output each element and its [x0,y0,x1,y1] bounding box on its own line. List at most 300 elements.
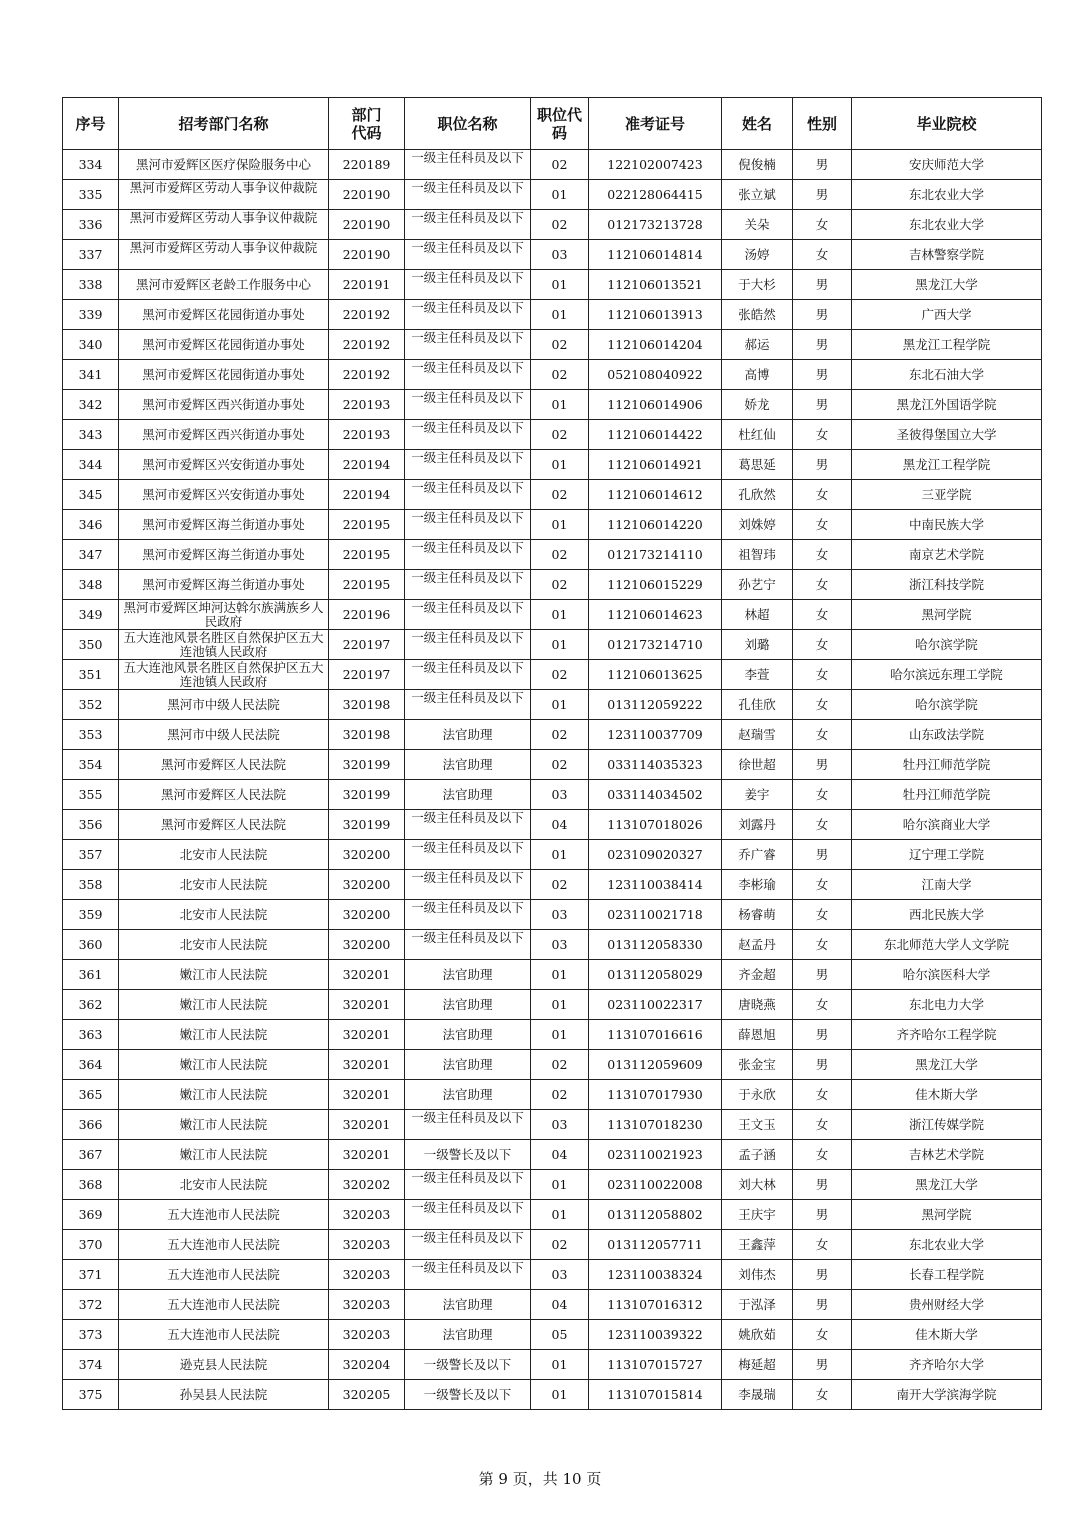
table-row [63,750,1042,780]
cell-department: 北安市人民法院 [119,870,329,900]
cell-name: 乔广睿 [722,840,793,870]
cell-position-code: 02 [531,540,589,570]
cell-gender: 女 [793,870,852,900]
cell-seq: 368 [63,1170,119,1200]
cell-school: 山东政法学院 [852,720,1042,750]
cell-seq: 349 [63,600,119,630]
table-row [63,780,1042,810]
table-row [63,210,1042,240]
cell-seq: 350 [63,630,119,660]
cell-seq: 373 [63,1320,119,1350]
cell-school: 佳木斯大学 [852,1080,1042,1110]
cell-seq: 338 [63,270,119,300]
cell-name: 祖智玮 [722,540,793,570]
cell-department: 嫩江市人民法院 [119,1140,329,1170]
cell-exam-id: 112106013521 [589,270,722,300]
cell-seq: 346 [63,510,119,540]
cell-name: 姜宇 [722,780,793,810]
cell-gender: 女 [793,540,852,570]
table-row [63,660,1042,690]
cell-seq: 344 [63,450,119,480]
cell-seq: 352 [63,690,119,720]
cell-gender: 男 [793,960,852,990]
cell-school: 黑龙江大学 [852,1170,1042,1200]
cell-gender: 女 [793,600,852,630]
roster-table [62,97,1042,1410]
cell-department: 黑河市爱辉区海兰街道办事处 [119,570,329,600]
cell-seq: 372 [63,1290,119,1320]
cell-position-code: 01 [531,390,589,420]
table-row [63,1200,1042,1230]
cell-gender: 女 [793,1230,852,1260]
cell-school: 江南大学 [852,870,1042,900]
cell-exam-id: 012173214110 [589,540,722,570]
cell-position: 法官助理 [405,750,531,780]
cell-position: 法官助理 [405,1290,531,1320]
table-row [63,600,1042,630]
cell-school: 黑龙江工程学院 [852,450,1042,480]
cell-name: 唐晓燕 [722,990,793,1020]
cell-gender: 男 [793,150,852,180]
cell-school: 哈尔滨商业大学 [852,810,1042,840]
cell-gender: 男 [793,1200,852,1230]
cell-position: 一级主任科员及以下 [405,420,531,450]
cell-name: 李彬瑜 [722,870,793,900]
cell-dept-code: 220193 [329,390,405,420]
cell-dept-code: 320199 [329,780,405,810]
cell-position: 一级主任科员及以下 [405,1260,531,1290]
cell-seq: 347 [63,540,119,570]
cell-position-code: 03 [531,780,589,810]
cell-dept-code: 320201 [329,960,405,990]
cell-name: 孟子涵 [722,1140,793,1170]
cell-name: 汤婷 [722,240,793,270]
cell-dept-code: 320200 [329,900,405,930]
table-row [63,930,1042,960]
table-row [63,330,1042,360]
cell-exam-id: 013112058802 [589,1200,722,1230]
table-row [63,510,1042,540]
cell-name: 梅延超 [722,1350,793,1380]
cell-dept-code: 220192 [329,300,405,330]
cell-seq: 360 [63,930,119,960]
cell-dept-code: 220190 [329,240,405,270]
cell-school: 浙江传媒学院 [852,1110,1042,1140]
cell-gender: 男 [793,840,852,870]
cell-gender: 女 [793,630,852,660]
cell-school: 黑河学院 [852,1200,1042,1230]
cell-position: 一级主任科员及以下 [405,360,531,390]
cell-seq: 366 [63,1110,119,1140]
cell-name: 张立斌 [722,180,793,210]
cell-position-code: 01 [531,960,589,990]
cell-gender: 女 [793,570,852,600]
cell-school: 黑龙江工程学院 [852,330,1042,360]
cell-name: 刘露丹 [722,810,793,840]
cell-department: 黑河市爱辉区人民法院 [119,810,329,840]
cell-department: 黑河市爱辉区花园街道办事处 [119,360,329,390]
cell-position-code: 02 [531,870,589,900]
cell-seq: 356 [63,810,119,840]
cell-seq: 375 [63,1380,119,1410]
cell-gender: 女 [793,420,852,450]
cell-department: 北安市人民法院 [119,900,329,930]
cell-exam-id: 122102007423 [589,150,722,180]
cell-school: 牡丹江师范学院 [852,750,1042,780]
cell-school: 浙江科技学院 [852,570,1042,600]
cell-name: 娇龙 [722,390,793,420]
cell-gender: 男 [793,300,852,330]
cell-position-code: 02 [531,210,589,240]
cell-seq: 370 [63,1230,119,1260]
cell-name: 于泓泽 [722,1290,793,1320]
table-row [63,630,1042,660]
cell-exam-id: 123110039322 [589,1320,722,1350]
cell-seq: 371 [63,1260,119,1290]
cell-gender: 男 [793,360,852,390]
cell-name: 薛恩旭 [722,1020,793,1050]
cell-exam-id: 023109020327 [589,840,722,870]
cell-seq: 369 [63,1200,119,1230]
cell-exam-id: 113107015727 [589,1350,722,1380]
cell-name: 赵孟丹 [722,930,793,960]
cell-position-code: 01 [531,180,589,210]
cell-department: 黑河市爱辉区海兰街道办事处 [119,510,329,540]
cell-exam-id: 112106014906 [589,390,722,420]
cell-school: 黑龙江外国语学院 [852,390,1042,420]
table-row [63,1170,1042,1200]
table-row [63,810,1042,840]
cell-gender: 男 [793,1290,852,1320]
cell-dept-code: 220189 [329,150,405,180]
cell-exam-id: 113107018026 [589,810,722,840]
cell-department: 黑河市爱辉区人民法院 [119,780,329,810]
cell-position-code: 02 [531,420,589,450]
cell-exam-id: 112106014814 [589,240,722,270]
cell-position-code: 01 [531,1020,589,1050]
cell-dept-code: 320204 [329,1350,405,1380]
cell-gender: 女 [793,1140,852,1170]
header-gender: 性别 [793,98,852,150]
cell-position: 一级主任科员及以下 [405,1110,531,1140]
table-row [63,1380,1042,1410]
cell-dept-code: 320198 [329,720,405,750]
cell-dept-code: 220192 [329,330,405,360]
table-row [63,1020,1042,1050]
cell-name: 杨睿萌 [722,900,793,930]
cell-position: 一级主任科员及以下 [405,660,531,690]
cell-department: 黑河市爱辉区西兴街道办事处 [119,420,329,450]
cell-seq: 342 [63,390,119,420]
cell-position: 法官助理 [405,960,531,990]
cell-school: 哈尔滨学院 [852,630,1042,660]
cell-school: 西北民族大学 [852,900,1042,930]
cell-school: 黑龙江大学 [852,270,1042,300]
cell-department: 黑河市爱辉区坤河达斡尔族满族乡人民政府 [119,600,329,630]
cell-exam-id: 112106013625 [589,660,722,690]
cell-dept-code: 220195 [329,570,405,600]
cell-seq: 335 [63,180,119,210]
cell-department: 嫩江市人民法院 [119,960,329,990]
cell-position-code: 02 [531,720,589,750]
cell-position-code: 01 [531,300,589,330]
cell-department: 黑河市爱辉区老龄工作服务中心 [119,270,329,300]
cell-position: 一级主任科员及以下 [405,1230,531,1260]
cell-dept-code: 320203 [329,1230,405,1260]
cell-position: 一级主任科员及以下 [405,210,531,240]
cell-gender: 女 [793,810,852,840]
cell-exam-id: 112106014422 [589,420,722,450]
cell-dept-code: 320201 [329,1020,405,1050]
cell-department: 嫩江市人民法院 [119,990,329,1020]
cell-position: 法官助理 [405,1020,531,1050]
cell-position-code: 04 [531,1140,589,1170]
cell-dept-code: 320201 [329,1050,405,1080]
cell-dept-code: 220197 [329,630,405,660]
cell-name: 于永欣 [722,1080,793,1110]
cell-position: 一级警长及以下 [405,1380,531,1410]
table-row [63,570,1042,600]
cell-name: 孙艺宁 [722,570,793,600]
cell-department: 黑河市爱辉区劳动人事争议仲裁院 [119,210,329,240]
cell-department: 五大连池风景名胜区自然保护区五大连池镇人民政府 [119,630,329,660]
cell-name: 王庆宇 [722,1200,793,1230]
cell-position-code: 01 [531,450,589,480]
cell-school: 东北石油大学 [852,360,1042,390]
cell-department: 黑河市爱辉区海兰街道办事处 [119,540,329,570]
cell-gender: 女 [793,1080,852,1110]
cell-name: 于大杉 [722,270,793,300]
cell-seq: 362 [63,990,119,1020]
cell-dept-code: 220195 [329,540,405,570]
cell-seq: 340 [63,330,119,360]
cell-position-code: 01 [531,1170,589,1200]
cell-name: 王鑫萍 [722,1230,793,1260]
table-row [63,870,1042,900]
cell-school: 东北师范大学人文学院 [852,930,1042,960]
table-header-row [63,98,1042,150]
cell-dept-code: 320201 [329,1140,405,1170]
cell-seq: 336 [63,210,119,240]
cell-department: 黑河市爱辉区劳动人事争议仲裁院 [119,180,329,210]
header-position: 职位名称 [405,98,531,150]
cell-exam-id: 013112059609 [589,1050,722,1080]
cell-seq: 357 [63,840,119,870]
cell-position: 一级主任科员及以下 [405,180,531,210]
cell-position: 一级主任科员及以下 [405,810,531,840]
cell-position-code: 01 [531,690,589,720]
cell-position-code: 02 [531,1050,589,1080]
cell-position-code: 02 [531,750,589,780]
cell-name: 孔欣然 [722,480,793,510]
cell-school: 佳木斯大学 [852,1320,1042,1350]
cell-position: 一级主任科员及以下 [405,840,531,870]
cell-position-code: 01 [531,630,589,660]
cell-gender: 男 [793,270,852,300]
cell-exam-id: 023110022317 [589,990,722,1020]
cell-seq: 339 [63,300,119,330]
cell-exam-id: 012173213728 [589,210,722,240]
cell-school: 东北农业大学 [852,210,1042,240]
table-row [63,840,1042,870]
cell-position-code: 01 [531,990,589,1020]
cell-exam-id: 023110021923 [589,1140,722,1170]
cell-name: 关朵 [722,210,793,240]
cell-dept-code: 320201 [329,1080,405,1110]
cell-name: 刘伟杰 [722,1260,793,1290]
header-exam-id: 准考证号 [589,98,722,150]
cell-exam-id: 113107016312 [589,1290,722,1320]
cell-department: 黑河市爱辉区劳动人事争议仲裁院 [119,240,329,270]
cell-dept-code: 220196 [329,600,405,630]
cell-position: 一级主任科员及以下 [405,1170,531,1200]
cell-position: 一级主任科员及以下 [405,510,531,540]
cell-position-code: 01 [531,1200,589,1230]
cell-gender: 女 [793,1110,852,1140]
cell-name: 高博 [722,360,793,390]
cell-department: 五大连池风景名胜区自然保护区五大连池镇人民政府 [119,660,329,690]
cell-name: 李晟瑞 [722,1380,793,1410]
cell-gender: 女 [793,780,852,810]
cell-school: 吉林警察学院 [852,240,1042,270]
cell-exam-id: 112106013913 [589,300,722,330]
cell-exam-id: 023110021718 [589,900,722,930]
cell-position-code: 02 [531,480,589,510]
cell-exam-id: 033114035323 [589,750,722,780]
cell-department: 五大连池市人民法院 [119,1290,329,1320]
cell-exam-id: 123110038414 [589,870,722,900]
cell-position-code: 02 [531,1080,589,1110]
cell-exam-id: 022128064415 [589,180,722,210]
cell-position-code: 03 [531,240,589,270]
cell-name: 张金宝 [722,1050,793,1080]
cell-position: 法官助理 [405,1080,531,1110]
cell-gender: 男 [793,750,852,780]
cell-school: 东北农业大学 [852,1230,1042,1260]
cell-dept-code: 220193 [329,420,405,450]
cell-gender: 男 [793,1260,852,1290]
cell-department: 黑河市爱辉区兴安街道办事处 [119,450,329,480]
table-row [63,270,1042,300]
table-row [63,180,1042,210]
cell-exam-id: 112106015229 [589,570,722,600]
cell-position-code: 03 [531,930,589,960]
cell-school: 哈尔滨远东理工学院 [852,660,1042,690]
cell-exam-id: 033114034502 [589,780,722,810]
cell-exam-id: 123110038324 [589,1260,722,1290]
table-row [63,360,1042,390]
cell-name: 刘姝婷 [722,510,793,540]
cell-seq: 343 [63,420,119,450]
cell-school: 中南民族大学 [852,510,1042,540]
table-row [63,1050,1042,1080]
cell-name: 林超 [722,600,793,630]
table-row [63,1290,1042,1320]
cell-seq: 348 [63,570,119,600]
cell-department: 嫩江市人民法院 [119,1050,329,1080]
cell-seq: 365 [63,1080,119,1110]
cell-school: 哈尔滨医科大学 [852,960,1042,990]
cell-department: 五大连池市人民法院 [119,1320,329,1350]
cell-position: 一级主任科员及以下 [405,930,531,960]
cell-gender: 女 [793,240,852,270]
cell-school: 东北电力大学 [852,990,1042,1020]
header-school: 毕业院校 [852,98,1042,150]
cell-position-code: 02 [531,150,589,180]
table-row [63,1320,1042,1350]
cell-department: 北安市人民法院 [119,1170,329,1200]
cell-department: 黑河市爱辉区医疗保险服务中心 [119,150,329,180]
cell-dept-code: 320203 [329,1260,405,1290]
cell-school: 广西大学 [852,300,1042,330]
cell-position-code: 02 [531,570,589,600]
table-row [63,240,1042,270]
cell-position-code: 03 [531,1110,589,1140]
cell-gender: 女 [793,900,852,930]
cell-position: 法官助理 [405,990,531,1020]
cell-seq: 367 [63,1140,119,1170]
cell-school: 长春工程学院 [852,1260,1042,1290]
cell-department: 五大连池市人民法院 [119,1230,329,1260]
cell-school: 齐齐哈尔工程学院 [852,1020,1042,1050]
cell-school: 贵州财经大学 [852,1290,1042,1320]
cell-position: 一级主任科员及以下 [405,150,531,180]
table-row [63,390,1042,420]
cell-position-code: 01 [531,1350,589,1380]
cell-exam-id: 013112058029 [589,960,722,990]
cell-name: 齐金超 [722,960,793,990]
cell-position: 一级主任科员及以下 [405,690,531,720]
cell-dept-code: 220190 [329,210,405,240]
table-row [63,1260,1042,1290]
cell-dept-code: 220194 [329,480,405,510]
cell-department: 黑河市爱辉区西兴街道办事处 [119,390,329,420]
cell-seq: 341 [63,360,119,390]
cell-department: 黑河市中级人民法院 [119,690,329,720]
cell-exam-id: 113107018230 [589,1110,722,1140]
cell-dept-code: 220191 [329,270,405,300]
cell-school: 东北农业大学 [852,180,1042,210]
cell-seq: 353 [63,720,119,750]
cell-name: 刘大林 [722,1170,793,1200]
cell-name: 葛思延 [722,450,793,480]
cell-position-code: 01 [531,840,589,870]
table-row [63,1110,1042,1140]
cell-name: 赵瑞雪 [722,720,793,750]
cell-school: 哈尔滨学院 [852,690,1042,720]
cell-name: 姚欣茹 [722,1320,793,1350]
cell-name: 刘璐 [722,630,793,660]
cell-gender: 男 [793,1170,852,1200]
cell-position: 一级警长及以下 [405,1350,531,1380]
cell-position: 一级主任科员及以下 [405,1200,531,1230]
cell-position: 一级主任科员及以下 [405,330,531,360]
cell-school: 圣彼得堡国立大学 [852,420,1042,450]
cell-position-code: 02 [531,330,589,360]
table-row [63,960,1042,990]
cell-gender: 男 [793,180,852,210]
cell-exam-id: 112106014921 [589,450,722,480]
table-row [63,540,1042,570]
cell-school: 牡丹江师范学院 [852,780,1042,810]
cell-name: 郝运 [722,330,793,360]
cell-gender: 女 [793,1380,852,1410]
cell-seq: 337 [63,240,119,270]
cell-school: 黑龙江大学 [852,1050,1042,1080]
cell-department: 黑河市爱辉区人民法院 [119,750,329,780]
cell-position: 一级主任科员及以下 [405,900,531,930]
cell-position: 法官助理 [405,1320,531,1350]
